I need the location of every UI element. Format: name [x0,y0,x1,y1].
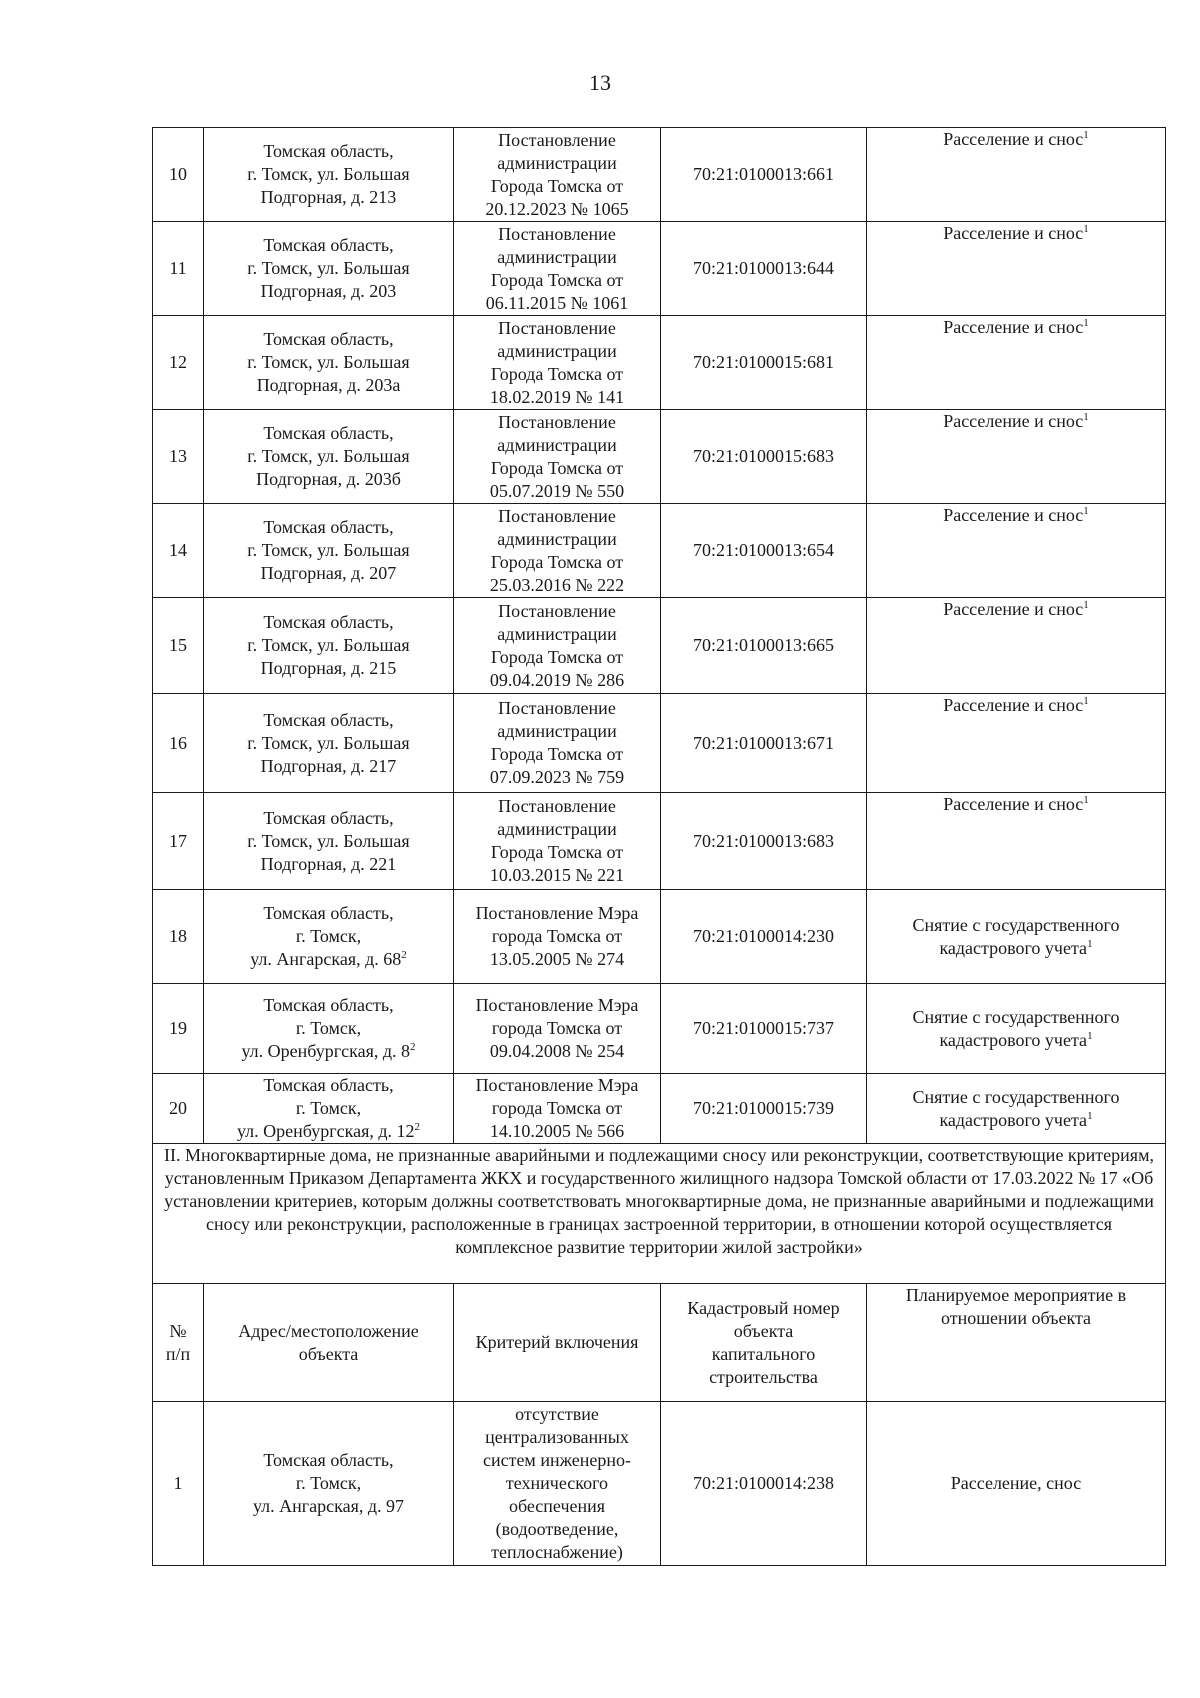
object-address [204,984,454,1074]
object-address-text: Томская область, г. Томск, ул. Большая Подгорная, д. 203 [247,235,410,301]
header-action [867,1284,1166,1402]
row-number-text: 12 [169,352,187,372]
object-address-text: Томская область, г. Томск, ул. Большая Подгорная, д. 215 [247,612,410,678]
planned-action [867,316,1166,410]
planned-action [867,793,1166,890]
planned-action-text: Снятие с государственного кадастрового учета [912,914,1120,958]
footnote-marker: 1 [1087,1109,1093,1122]
cadastral-number [661,694,867,793]
object-address [204,694,454,793]
object-address [204,128,454,222]
row-number [153,410,204,504]
cadastral-number-text: 70:21:0100013:665 [692,635,834,655]
cadastral-number [661,1074,867,1144]
decision-document-text: Постановление администрации Города Томска от 18.02.2019 № 141 [489,317,625,407]
planned-action [867,222,1166,316]
object-address-text: Томская область, г. Томск, ул. Ангарская, д. 68 [250,903,402,969]
row-number [153,793,204,890]
object-address [204,1074,454,1144]
planned-action [867,984,1166,1074]
row-number [153,890,204,984]
section-2-title: II. Многоквартирные дома, не признанные аварийными и подлежащими сносу или реконструкции, соответствующие критериям, установленным Приказом Департамента ЖКХ и государственного жилищного надзора Томской области от 17.03.2022 № 17 «Об установлении критериев, которым должны соответствовать многоквартирные дома, не признанные аварийными и подлежащими сносу или реконструкции, расположенные в границах застроенной территории, в отношении которой осуществляется комплексное развитие территории жилой застройки» [153,1144,1166,1284]
cadastral-number-text: 70:21:0100013:654 [692,540,834,560]
planned-action-text: Расселение и снос [943,794,1084,814]
planned-action-text: Снятие с государственного кадастрового учета [912,1086,1120,1130]
row-number-text: 18 [169,926,187,946]
planned-action-text: Расселение и снос [943,129,1084,149]
inclusion-criterion-text: отсутствие централизованных систем инженерно- технического обеспечения (водоотведение, теплоснабжение) [482,1404,632,1562]
objects-table [152,127,1166,1566]
table-row [153,1074,1166,1144]
decision-document-text: Постановление Мэра города Томска от 13.05.2005 № 274 [475,903,639,969]
row-number-text: 17 [169,830,187,851]
planned-action [867,410,1166,504]
footnote-marker: 1 [1083,794,1089,806]
object-address [204,504,454,598]
footnote-marker: 1 [1087,1029,1093,1042]
decision-document [454,793,661,890]
footnote-marker: 2 [410,1041,416,1053]
row-number [153,316,204,410]
row-number [153,222,204,316]
row-number-text: 10 [169,164,187,184]
planned-action-text: Расселение и снос [943,599,1084,619]
cadastral-number-text: 70:21:0100013:661 [692,164,834,184]
decision-document [454,316,661,410]
decision-document-text: Постановление администрации Города Томска от 20.12.2023 № 1065 [485,129,629,219]
header-number [153,1284,204,1402]
planned-action-text: Расселение, снос [950,1473,1082,1493]
decision-document-text: Постановление администрации Города Томска от 25.03.2016 № 222 [489,505,625,595]
row-number-text: 11 [169,258,187,278]
cadastral-number-text: 70:21:0100015:681 [692,352,834,372]
cadastral-number-text: 70:21:0100015:683 [692,446,834,466]
row-number-text: 20 [169,1098,187,1118]
cadastral-number-text: 70:21:0100014:238 [692,1473,834,1493]
object-address-text: Томская область, г. Томск, ул. Большая Подгорная, д. 217 [247,709,410,776]
row-number [153,984,204,1074]
row-number [153,694,204,793]
planned-action [867,1402,1166,1566]
footnote-marker: 1 [1083,129,1089,141]
decision-document-text: Постановление администрации Города Томска от 07.09.2023 № 759 [489,698,625,787]
object-address-text: Томская область, г. Томск, ул. Оренбургская, д. 8 [241,995,411,1061]
planned-action [867,598,1166,694]
decision-document [454,410,661,504]
footnote-marker: 1 [1083,411,1089,423]
footnote-marker: 1 [1083,223,1089,235]
object-address-text: Томская область, г. Томск, ул. Ангарская, д. 97 [252,1450,405,1516]
decision-document [454,222,661,316]
decision-document [454,890,661,984]
object-address-text: Томская область, г. Томск, ул. Большая Подгорная, д. 203а [247,329,410,395]
cadastral-number [661,128,867,222]
decision-document-text: Постановление администрации Города Томска от 09.04.2019 № 286 [489,600,625,690]
cadastral-number [661,504,867,598]
planned-action-text: Расселение и снос [943,505,1084,525]
planned-action [867,694,1166,793]
row-number [153,1402,204,1566]
cadastral-number [661,598,867,694]
object-address-text: Томская область, г. Томск, ул. Большая Подгорная, д. 203б [247,423,410,489]
row-number [153,1074,204,1144]
decision-document [454,598,661,694]
object-address-text: Томская область, г. Томск, ул. Большая Подгорная, д. 213 [247,141,410,207]
row-number-text: 19 [169,1018,187,1038]
row-number [153,504,204,598]
decision-document [454,984,661,1074]
decision-document-text: Постановление Мэра города Томска от 09.04.2008 № 254 [475,995,639,1061]
planned-action-text: Снятие с государственного кадастрового учета [912,1006,1120,1050]
decision-document-text: Постановление администрации Города Томска от 06.11.2015 № 1061 [485,223,629,313]
cadastral-number-text: 70:21:0100015:739 [692,1098,834,1118]
header-cadastral [661,1284,867,1402]
header-action-text: Планируемое мероприятие в отношении объекта [905,1285,1127,1328]
object-address [204,598,454,694]
header-cadastral-text: Кадастровый номер объекта капитального строительства [687,1297,840,1387]
cadastral-number [661,410,867,504]
object-address [204,793,454,890]
table-row [153,128,1166,222]
row-number [153,598,204,694]
object-address-text: Томская область, г. Томск, ул. Большая Подгорная, д. 221 [247,807,410,874]
table-row [153,410,1166,504]
decision-document [454,504,661,598]
table-row [153,222,1166,316]
cadastral-number [661,890,867,984]
object-address [204,410,454,504]
object-address [204,316,454,410]
cadastral-number-text: 70:21:0100013:671 [692,732,834,753]
planned-action-text: Расселение и снос [943,695,1084,715]
table-row [153,694,1166,793]
header-address [204,1284,454,1402]
footnote-marker: 2 [401,949,407,961]
footnote-marker: 1 [1083,695,1089,707]
row-number-text: 16 [169,732,187,753]
footnote-marker: 1 [1083,599,1089,611]
table-row [153,793,1166,890]
decision-document-text: Постановление администрации Города Томска от 05.07.2019 № 550 [489,411,625,501]
table-row [153,598,1166,694]
inclusion-criterion [454,1402,661,1566]
decision-document [454,128,661,222]
table-row [153,316,1166,410]
decision-document-text: Постановление администрации Города Томска от 10.03.2015 № 221 [489,796,625,885]
cadastral-number-text: 70:21:0100013:683 [692,830,834,851]
table-header-row [153,1284,1166,1402]
planned-action [867,128,1166,222]
cadastral-number-text: 70:21:0100014:230 [692,926,834,946]
header-criterion-text: Критерий включения [475,1332,639,1352]
row-number-text: 14 [169,540,187,560]
row-number [153,128,204,222]
decision-document [454,1074,661,1144]
header-address-text: Адрес/местоположение объекта [238,1320,419,1364]
planned-action-text: Расселение и снос [943,411,1084,431]
object-address [204,1402,454,1566]
footnote-marker: 1 [1087,937,1093,950]
table-row [153,1402,1166,1566]
object-address-text: Томская область, г. Томск, ул. Оренбургская, д. 12 [236,1075,415,1141]
section-heading-row [153,1144,1166,1284]
table-row [153,504,1166,598]
planned-action [867,890,1166,984]
object-address [204,890,454,984]
object-address-text: Томская область, г. Томск, ул. Большая Подгорная, д. 207 [247,517,410,583]
page-number: 13 [589,70,611,95]
cadastral-number [661,316,867,410]
planned-action-text: Расселение и снос [943,223,1084,243]
row-number-text: 15 [169,635,187,655]
table-row [153,984,1166,1074]
table-row [153,890,1166,984]
footnote-marker: 1 [1083,505,1089,517]
footnote-marker: 2 [414,1121,421,1133]
planned-action [867,1074,1166,1144]
cadastral-number [661,222,867,316]
header-criterion [454,1284,661,1402]
row-number-text: 1 [173,1473,183,1493]
planned-action-text: Расселение и снос [943,317,1084,337]
cadastral-number [661,984,867,1074]
cadastral-number-text: 70:21:0100015:737 [692,1018,834,1038]
planned-action [867,504,1166,598]
row-number-text: 13 [169,446,187,466]
cadastral-number-text: 70:21:0100013:644 [692,258,834,278]
cadastral-number [661,1402,867,1566]
object-address [204,222,454,316]
cadastral-number [661,793,867,890]
decision-document [454,694,661,793]
header-number-text: № п/п [165,1320,191,1364]
footnote-marker: 1 [1083,317,1089,329]
decision-document-text: Постановление Мэра города Томска от 14.10.2005 № 566 [475,1075,639,1141]
